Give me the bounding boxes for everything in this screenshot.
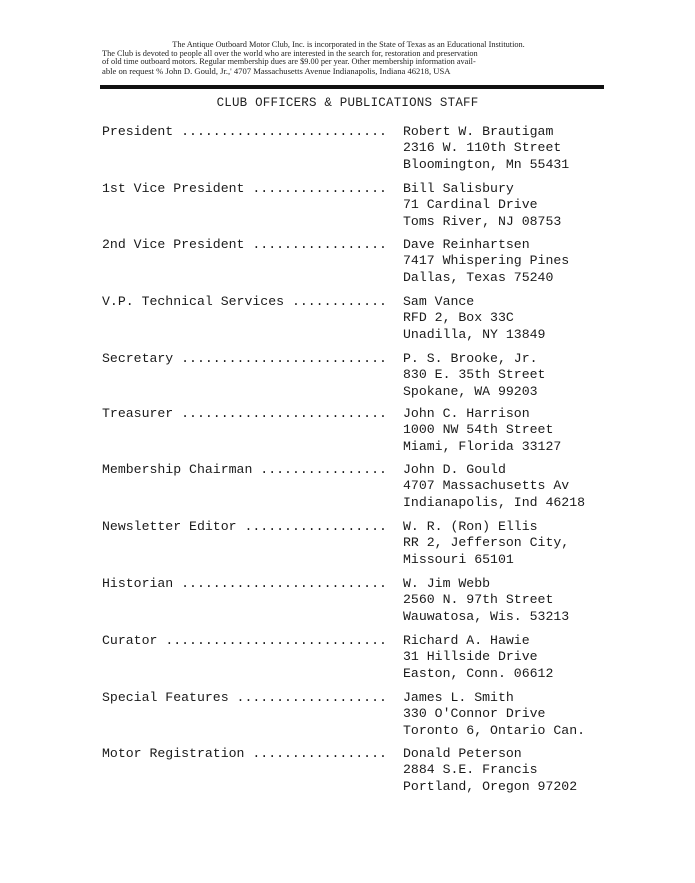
- officer-address: [403, 124, 653, 173]
- address-line: Indianapolis, Ind 46218: [403, 494, 586, 510]
- officer-role: President .....: [102, 124, 388, 140]
- address-line: RFD 2, Box 33C: [403, 310, 514, 326]
- officer-role: Newsletter Editor .....: [102, 519, 388, 535]
- address-line: 830 E. 35th Street: [403, 367, 546, 383]
- officer-name: John C. Harrison: [403, 406, 530, 421]
- address-line: RR 2, Jefferson City,: [403, 535, 570, 551]
- address-line: Dallas, Texas 75240: [403, 269, 554, 285]
- address-line: 2884 S.E. Francis: [403, 762, 538, 778]
- address-line: 2560 N. 97th Street: [403, 592, 554, 608]
- description-line: The Antique Outboard Motor Club, Inc. is incorporated in the State of Texas as an Educational Institution.: [172, 40, 525, 49]
- description-line: The Club is devoted to people all over the world who are interested in the search for, restoration and preservation: [102, 48, 478, 58]
- officer-address: [403, 690, 653, 739]
- officer-address: [403, 576, 653, 625]
- address-line: 4707 Massachusetts Av: [403, 478, 570, 494]
- header-divider: [100, 85, 604, 89]
- officer-role: Secretary .....: [102, 351, 388, 367]
- address-line: Miami, Florida 33127: [403, 438, 562, 454]
- officer-name: W. R. (Ron) Ellis: [403, 519, 538, 534]
- officer-name: John D. Gould: [403, 462, 506, 477]
- description-line: of old time outboard motors. Regular membership dues are $9.00 per year. Other membership information avail-: [102, 57, 476, 67]
- address-line: Easton, Conn. 06612: [403, 665, 554, 681]
- page-title: CLUB OFFICERS & PUBLICATIONS STAFF: [216, 96, 479, 110]
- officer-name: Donald Peterson: [403, 746, 522, 761]
- officer-address: [403, 633, 653, 682]
- officer-role: Curator .....: [102, 633, 388, 649]
- club-description: [102, 41, 595, 75]
- officer-name: Sam Vance: [403, 294, 475, 309]
- officer-role: Motor Registration .....: [102, 746, 388, 762]
- address-line: 71 Cardinal Drive: [403, 197, 538, 213]
- officer-role: 1st Vice President .....: [102, 181, 388, 197]
- officer-address: [403, 519, 653, 568]
- address-line: Wauwatosa, Wis. 53213: [403, 608, 570, 624]
- officer-role: V.P. Technical Services .....: [102, 294, 388, 310]
- officer-address: [403, 406, 653, 455]
- officer-address: [403, 294, 653, 343]
- officer-name: P. S. Brooke, Jr.: [403, 351, 538, 366]
- officer-role: Treasurer .....: [102, 406, 388, 422]
- officer-name: Bill Salisbury: [403, 181, 514, 196]
- officer-name: Richard A. Hawie: [403, 633, 530, 648]
- address-line: 31 Hillside Drive: [403, 649, 538, 665]
- officer-role: Special Features .....: [102, 690, 388, 706]
- officer-role: Historian .....: [102, 576, 388, 592]
- officer-name: W. Jim Webb: [403, 576, 491, 591]
- officer-address: [403, 237, 653, 286]
- address-line: Portland, Oregon 97202: [403, 778, 578, 794]
- address-line: Missouri 65101: [403, 551, 514, 567]
- officer-role: 2nd Vice President .....: [102, 237, 388, 253]
- officer-role: Membership Chairman .....: [102, 462, 388, 478]
- address-line: 1000 NW 54th Street: [403, 422, 554, 438]
- address-line: Unadilla, NY 13849: [403, 326, 546, 342]
- officer-name: James L. Smith: [403, 690, 514, 705]
- officer-name: Dave Reinhartsen: [403, 237, 530, 252]
- address-line: Toronto 6, Ontario Can.: [403, 722, 586, 738]
- officer-address: [403, 351, 653, 400]
- address-line: Spokane, WA 99203: [403, 383, 538, 399]
- address-line: 2316 W. 110th Street: [403, 140, 562, 156]
- address-line: 7417 Whispering Pines: [403, 253, 570, 269]
- officer-address: [403, 746, 653, 795]
- address-line: 330 O'Connor Drive: [403, 706, 546, 722]
- officer-address: [403, 462, 653, 511]
- address-line: Bloomington, Mn 55431: [403, 156, 570, 172]
- address-line: Toms River, NJ 08753: [403, 213, 562, 229]
- officer-address: [403, 181, 653, 230]
- description-line: able on request % John D. Gould, Jr.,' 4707 Massachusetts Avenue Indianapolis, Indiana 46218, USA: [102, 65, 451, 76]
- officer-name: Robert W. Brautigam: [403, 124, 554, 139]
